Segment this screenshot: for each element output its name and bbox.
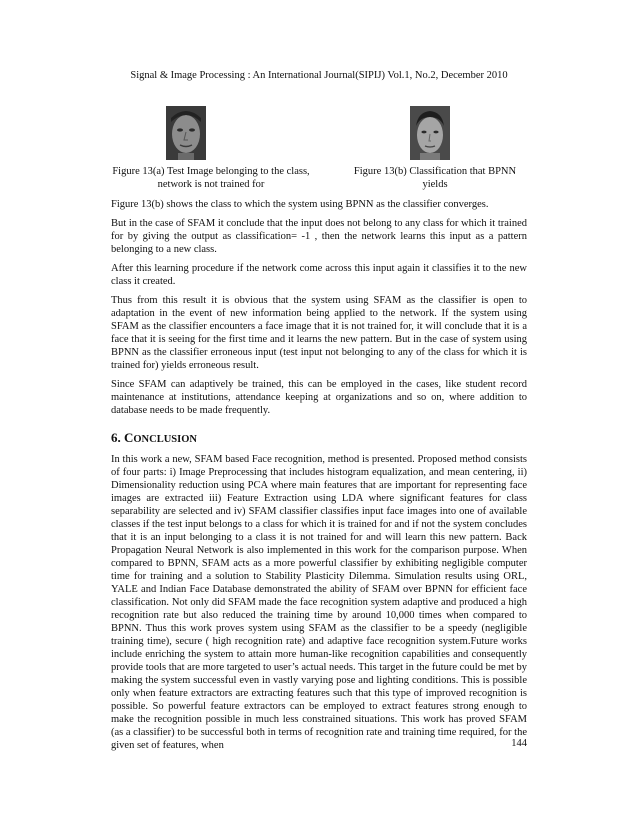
running-header: Signal & Image Processing : An International Journal(SIPIJ) Vol.1, No.2, December 2010 bbox=[130, 70, 508, 81]
caption-a-line1: Figure 13(a) Test Image belonging to the class, bbox=[112, 166, 310, 177]
paragraph: Figure 13(b) shows the class to which the system using BPNN as the classifier converges. bbox=[111, 199, 489, 210]
paragraph: Thus from this result it is obvious that the system using SFAM as the classifier is open to adaptation in the event of new information being applied to the network. If the system using SFAM as the classifier encounters a face image that it is not trained for, it will conclude that it is a face that it is seeing for the first time and it learns the new pattern. But in the case of system using BPNN as the classifier erroneous input (test input not belonging to any of the class for which it is trained for) yields erroneous result. bbox=[111, 295, 527, 371]
section-heading-rest: ONCLUSION bbox=[133, 434, 197, 445]
figure-13a-image bbox=[166, 106, 206, 160]
figure-13a-caption bbox=[106, 165, 316, 191]
caption-b-line2: yields bbox=[422, 179, 448, 190]
main-text bbox=[111, 198, 527, 758]
paragraph: But in the case of SFAM it conclude that the input does not belong to any class for which it trained for by giving the output as classification= -1 , then the network learns this input as a pattern belonging to a new class. bbox=[111, 218, 527, 255]
section-heading-first: 6. C bbox=[111, 430, 134, 445]
conclusion-paragraph: In this work a new, SFAM based Face recognition, method is presented. Proposed method consists of four parts: i) Image Preprocessing that includes histogram equalization, and mean centering, ii) Dimensionality reduction using PCA where main features that are important for representing face images are extracted iii) Feature Extraction using LDA where significant features for class separability are selected and iv) SFAM classifier classifies input face images into one of available classes if the test input belongs to a class for which it is trained for and if not the system concludes that it is an input belonging to a class it is not trained for and will learn this new pattern. Back Propagation Neural Network is also implemented in this work for the comparison purpose. When compared to BPNN, SFAM acts as a more powerful classifier by exhibiting negligible computer time for training and a solution to Stability Plasticity Dilemma. Simulation results using ORL, YALE and Indian Face Database demonstrated the ability of SFAM over BPNN for efficient face classification. Not only did SFAM made the face recognition system adaptive and produced a high recognition rate but also reduced the training time by around 10,000 times when compared to BPNN. Thus this work proves system using SFAM as the classifier to be a speedy (negligible training time), secure ( high recognition rate) and adaptive face recognition system.Future works include enriching the system to attain more human-like recognition capabilities and consequently provide tools that are more targeted to user’s actual needs. This target in the future could be met by making the system successful even in vastly varying pose and lighting conditions. This is possible only when feature extractors are extracting features such that this type of improved recognition is possible. So powerful feature extractors can be employed to extract features strong enough to make the recognition possible in much less constrained situations. This work has proved SFAM (as a classifier) to be successful both in terms of recognition rate and training time required, for the given set of features, when bbox=[111, 454, 527, 751]
paragraph: Since SFAM can adaptively be trained, this can be employed in the cases, like student record maintenance at institutions, attendance keeping at organizations and so on, where addition to database needs to be made frequently. bbox=[111, 379, 527, 416]
face-photo-b bbox=[410, 106, 450, 160]
page-number: 144 bbox=[511, 738, 527, 749]
paragraph: After this learning procedure if the network come across this input again it classifies it to the new class it created. bbox=[111, 263, 527, 287]
figure-13b-image bbox=[410, 106, 450, 160]
section-heading-conclusion bbox=[111, 431, 527, 446]
caption-a-line2: network is not trained for bbox=[157, 179, 265, 190]
caption-b-line1: Figure 13(b) Classification that BPNN bbox=[353, 166, 517, 177]
face-photo-a bbox=[166, 106, 206, 160]
figure-13b-caption bbox=[340, 165, 530, 191]
